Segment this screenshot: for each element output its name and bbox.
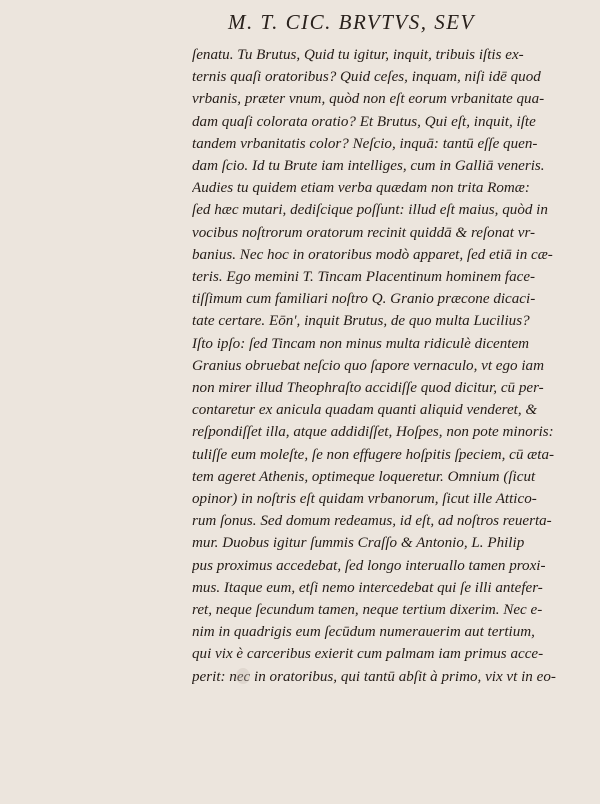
text-line: opinor) in noſtris eſt quidam vrbanorum, ſicut ille Attico-	[192, 491, 537, 508]
text-line: Audies tu quidem etiam verba quædam non trita Romæ:	[192, 180, 530, 197]
text-line: qui vix è carceribus exierit cum palmam iam primus acce-	[192, 646, 544, 663]
text-line: contaretur ex anicula quadam quanti aliquid venderet, &	[192, 402, 538, 419]
text-line: non mirer illud Theophraſto accidiſſe quod dicitur, cū per-	[192, 380, 544, 397]
text-line: tem ageret Athenis, optimeque loqueretur. Omnium (ſicut	[192, 468, 536, 485]
text-line: vocibus noſtrorum oratorum recinit quiddā & reſonat vr-	[192, 224, 536, 241]
text-line: tate certare. Eōn', inquit Brutus, de quo multa Lucilius?	[192, 313, 530, 330]
text-line: tandem vrbanitatis color? Neſcio, inquā: tantū eſſe quen-	[192, 135, 538, 152]
text-line: tiſſimum cum familiari noſtro Q. Granio præcone dicaci-	[192, 291, 536, 308]
text-line: banius. Nec hoc in oratoribus modò apparet, ſed etiā in cæ-	[192, 246, 553, 263]
text-line: Granius obruebat neſcio quo ſapore vernaculo, vt ego iam	[192, 357, 544, 374]
text-line: ret, neque ſecundum tamen, neque tertium dixerim. Nec e-	[192, 602, 543, 619]
text-line: ſed hæc mutari, dediſcique poſſunt: illud eſt maius, quòd in	[192, 202, 548, 219]
text-line: nim in quadrigis eum ſecūdum numerauerim aut tertium,	[192, 624, 535, 641]
text-line: perit: nec in oratoribus, qui tantū abſit à primo, vix vt in eo-	[192, 668, 556, 685]
text-line: rum ſonus. Sed domum redeamus, id eſt, ad noſtros reuerta-	[192, 513, 552, 530]
text-line: mus. Itaque eum, etſi nemo intercedebat qui ſe illi antefer-	[192, 579, 543, 596]
text-line: Iſto ipſo: ſed Tincam non minus multa ridiculè dicentem	[192, 335, 530, 352]
text-line: ternis quaſi oratoribus? Quid ceſes, inquam, niſi idē quod	[192, 69, 541, 86]
text-line: pus proximus accedebat, ſed longo interuallo tamen proxi-	[192, 557, 546, 574]
body-text	[192, 44, 578, 688]
text-line: ſenatu. Tu Brutus, Quid tu igitur, inquit, tribuis iſtis ex-	[192, 47, 524, 63]
running-head: M. T. CIC. BRVTVS, SEV	[228, 10, 475, 34]
text-line: teris. Ego memini T. Tincam Placentinum hominem face-	[192, 269, 536, 286]
text-line: dam ſcio. Id tu Brute iam intelliges, cum in Galliā veneris.	[192, 158, 545, 175]
text-line: dam quaſi colorata oratio? Et Brutus, Qui eſt, inquit, iſte	[192, 113, 536, 130]
paper-stain	[236, 668, 250, 684]
text-line: reſpondiſſet illa, atque addidiſſet, Hoſpes, non pote minoris:	[192, 424, 554, 441]
text-line: tuliſſe eum moleſte, ſe non effugere hoſpitis ſpeciem, cū æta-	[192, 446, 555, 463]
text-line: mur. Duobus igitur ſummis Craſſo & Antonio, L. Philip	[192, 535, 525, 552]
text-line: vrbanis, præter vnum, quòd non eſt eorum vrbanitate qua-	[192, 91, 545, 108]
